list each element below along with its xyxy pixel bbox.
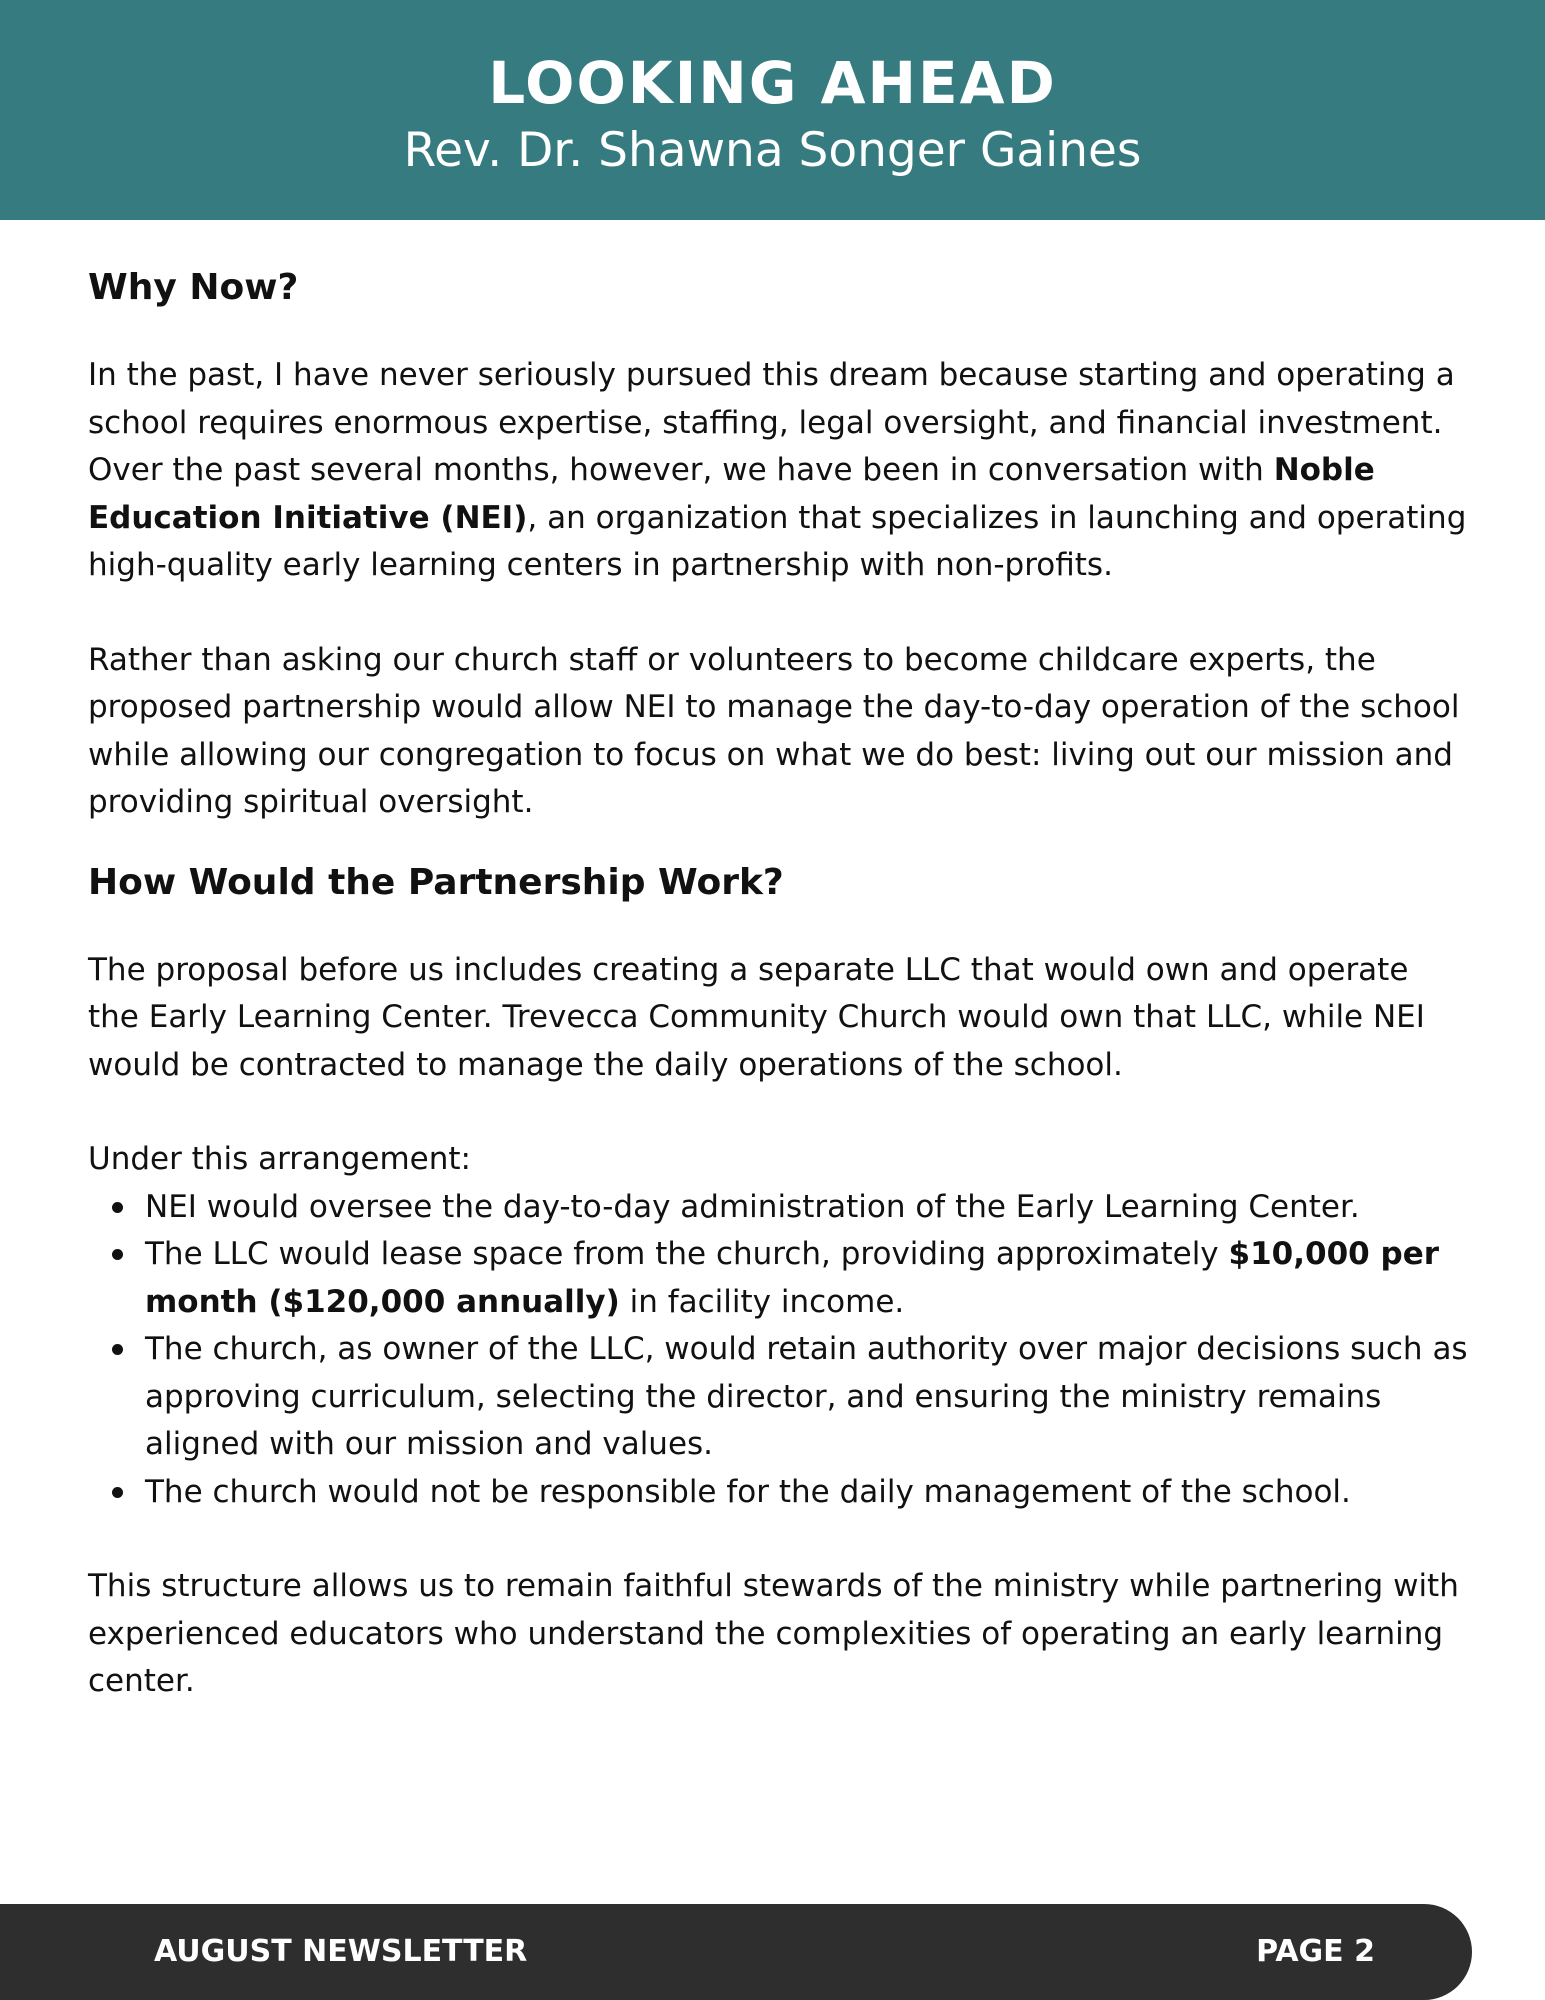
bold-org-name: Noble Education Initiative (NEI) [88, 452, 1375, 536]
list-item-text: NEI would oversee the day-to-day administration of the Early Learning Center. [145, 1188, 1360, 1225]
paragraph-why-now-2: Rather than asking our church staff or volunteers to become childcare experts, the proposed partnership would allow NEI to manage the day-to-day operation of the school while allowing our congregation to focus on what we do best: living out our mission and providing spiritual oversight. [88, 641, 1460, 820]
list-item [145, 1326, 1468, 1469]
list-item [145, 1469, 1468, 1517]
list-item-text: The church would not be responsible for the daily management of the school. [145, 1473, 1351, 1510]
article-body [88, 258, 1468, 1706]
page-title: LOOKING AHEAD [488, 49, 1057, 117]
list-item [145, 1231, 1468, 1326]
paragraph-why-now-1 [88, 352, 1468, 590]
bullet-icon [112, 1344, 123, 1355]
paragraph-closing: This structure allows us to remain faithful stewards of the ministry while partnering with experienced educators who understand the complexities of operating an early learning center. [88, 1568, 1459, 1699]
paragraph-partnership-1: The proposal before us includes creating a separate LLC that would own and operate the Early Learning Center. Trevecca Community Church would own that LLC, while NEI would be contracted to manage the daily operations of the school. [88, 951, 1425, 1083]
heading-partnership: How Would the Partnership Work? [88, 861, 784, 903]
bullet-icon [112, 1202, 123, 1213]
paragraph-text: , an organization that specializes in launching and operating high-quality early learning centers in partnership with non-profits. [88, 499, 1467, 583]
footer-bar [0, 1904, 1472, 2000]
list-item-text: in facility income. [619, 1283, 905, 1320]
arrangement-list [88, 1184, 1468, 1517]
page-number: PAGE 2 [1256, 1934, 1375, 1969]
newsletter-label: AUGUST NEWSLETTER [154, 1934, 528, 1969]
list-item-text: The church, as owner of the LLC, would retain authority over major decisions such as approving curriculum, selecting the director, and ensuring the ministry remains aligned with our mission and values. [145, 1331, 1468, 1462]
author-name: Rev. Dr. Shawna Songer Gaines [403, 123, 1142, 178]
list-intro: Under this arrangement: [88, 1141, 471, 1177]
list-item [145, 1184, 1468, 1232]
heading-why-now: Why Now? [88, 267, 299, 308]
paragraph-text: In the past, I have never seriously pursued this dream because starting and operating a school requires enormous expertise, staffing, legal oversight, and financial investment. Over the past several months, however, we have been in conversation with [88, 357, 1455, 488]
bold-amount: $10,000 per month ($120,000 annually) [145, 1236, 1440, 1320]
bullet-icon [112, 1249, 123, 1260]
list-item-text: The LLC would lease space from the church, providing approximately [145, 1236, 1229, 1272]
header-banner [0, 0, 1545, 220]
bullet-icon [112, 1487, 123, 1498]
